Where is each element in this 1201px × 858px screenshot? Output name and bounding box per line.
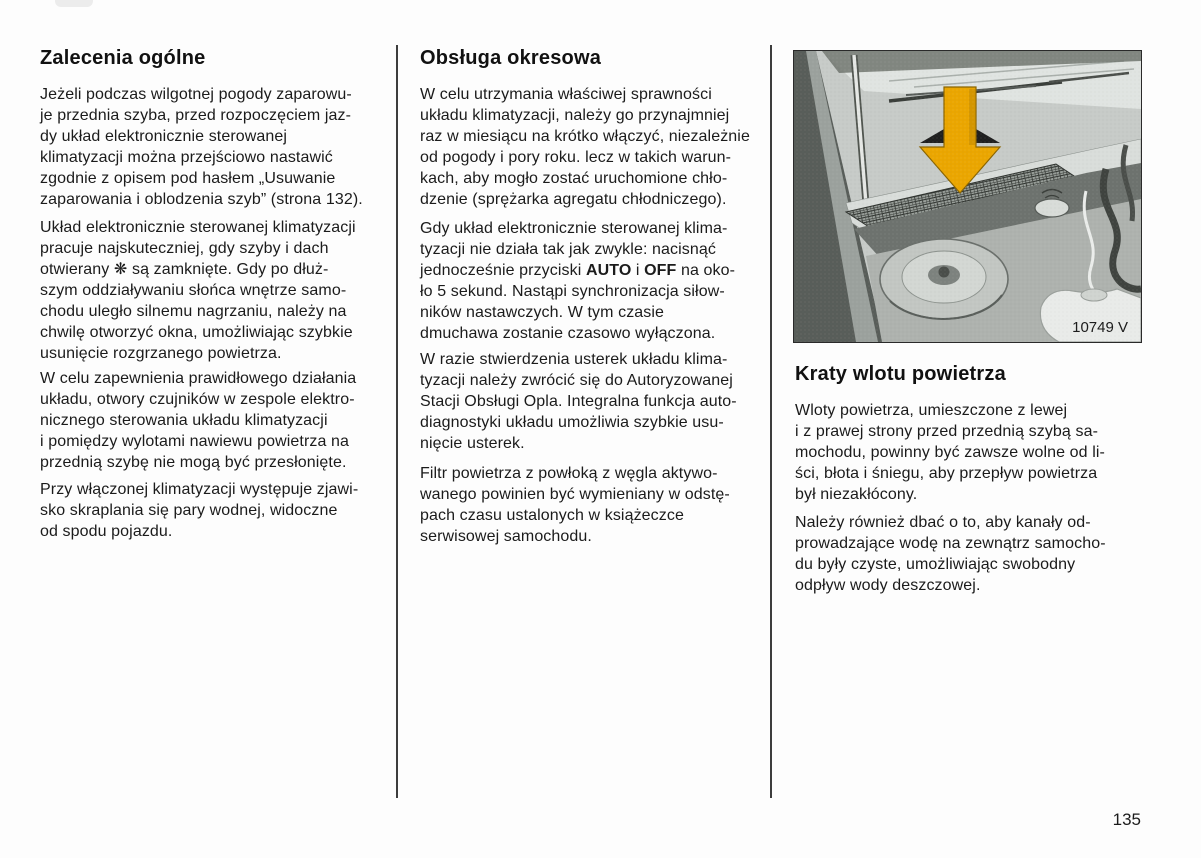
periodic-p2-after: ło 5 sekund. Nastąpi synchronizacja siłow- ników nastawczych. W tym czasie dmuchawa zostanie czasowo wyłączona. bbox=[420, 283, 725, 342]
periodic-p2-before: Gdy układ elektronicznie sterowanej klima- tyzacji nie działa tak jak zwykle: nacisnąć bbox=[420, 220, 728, 258]
general-paragraph-1: Jeżeli podczas wilgotnej pogody zaparowu- je przednia szyba, przed rozpoczęciem jaz- dy układ elektronicznie sterowanej klimatyzacji można przejściowo nastawić zgodnie z opisem pod hasłem „Usuwanie zaparowania i oblodzenia szyb” (strona 132). bbox=[40, 86, 363, 208]
periodic-p2-sep: i bbox=[631, 262, 645, 279]
periodic-paragraph-2 bbox=[420, 218, 735, 344]
periodic-paragraph-4: Filtr powietrza z powłoką z węgla aktywo- wanego powinien być wymieniany w odstę- pach czasu ustalonych w książeczce serwisowej samochodu. bbox=[420, 465, 730, 545]
column-divider-1 bbox=[396, 45, 398, 798]
figure-caption: 10749 V bbox=[1072, 319, 1128, 336]
scan-artifact bbox=[55, 0, 93, 7]
general-paragraph-3: W celu zapewnienia prawidłowego działania układu, otwory czujników w zespole elektro- nicznego sterowania układu klimatyzacji i pomiędzy wylotami nawiewu powietrza na przednią szybę nie mogą być przesłonięte. bbox=[40, 370, 357, 471]
general-recommendations-heading: Zalecenia ogólne bbox=[40, 47, 206, 69]
engine-bay-illustration bbox=[794, 51, 1141, 342]
periodic-paragraph-1: W celu utrzymania właściwej sprawności układu klimatyzacji, należy go przynajmniej raz w miesiącu na krótko włączyć, niezależnie od pogody i pory roku. lecz w takich warun- kach, aby mogło zostać uruchomione chło- dzenie (sprężarka agregatu chłodniczego). bbox=[420, 86, 750, 208]
page-number: 135 bbox=[1112, 810, 1141, 829]
off-button-label: OFF bbox=[644, 262, 677, 279]
periodic-service-heading: Obsługa okresowa bbox=[420, 47, 602, 69]
periodic-p2-buttons-line bbox=[420, 260, 735, 281]
periodic-paragraph-3: W razie stwierdzenia usterek układu klima- tyzacji należy zwrócić się do Autoryzowanej Stacji Obsługi Opla. Integralna funkcja auto- diagnostyki układu umożliwia szybkie usu- nięcie usterek. bbox=[420, 351, 737, 452]
air-inlet-paragraph-1: Wloty powietrza, umieszczone z lewej i z prawej strony przed przednią szybą sa- mochodu, powinny być zawsze wolne od li- ści, błota i śniegu, aby przepływ powietrza był niezakłócony. bbox=[795, 402, 1105, 503]
air-inlet-paragraph-2: Należy również dbać o to, aby kanały od- prowadzające wodę na zewnątrz samocho- du były czyste, umożliwiając swobodny odpływ wody deszczowej. bbox=[795, 514, 1106, 594]
engine-bay-figure bbox=[793, 50, 1142, 343]
general-paragraph-4: Przy włączonej klimatyzacji występuje zjawi- sko skraplania się pary wodnej, widoczne od spodu pojazdu. bbox=[40, 481, 359, 540]
periodic-p2-line-post: na oko- bbox=[676, 262, 736, 279]
air-inlet-grilles-heading: Kraty wlotu powietrza bbox=[795, 363, 1006, 385]
periodic-p2-line-pre: jednocześnie przyciski bbox=[420, 262, 586, 279]
column-divider-2 bbox=[770, 45, 772, 798]
auto-button-label: AUTO bbox=[585, 262, 632, 279]
general-paragraph-2: Układ elektronicznie sterowanej klimatyzacji pracuje najskuteczniej, gdy szyby i dach otwierany ❋ są zamknięte. Gdy po dłuż- szym oddziaływaniu słońca wnętrze samo- chodu uległo silnemu nagrzaniu, należy na chwilę otworzyć okna, umożliwiając szybkie usunięcie rozgrzanego powietrza. bbox=[40, 219, 356, 362]
